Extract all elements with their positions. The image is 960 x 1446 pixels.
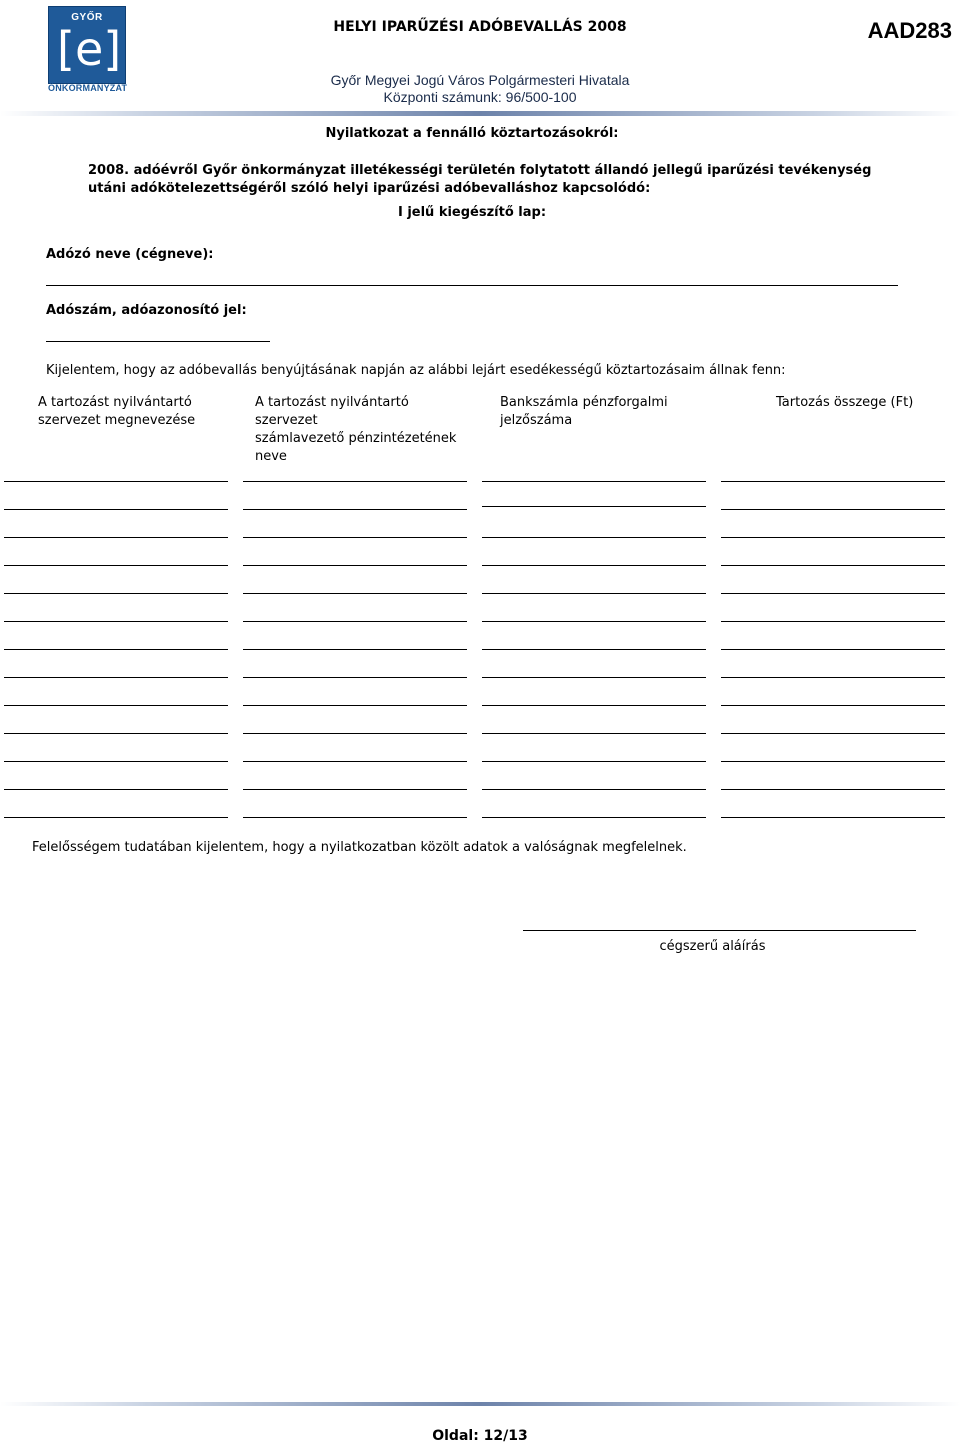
column-header-amount <box>776 394 956 412</box>
document-heading: Nyilatkozat a fennálló köztartozásokról: <box>325 126 619 141</box>
logo-bottom-text: ÖNKORMÁNYZAT <box>48 83 128 93</box>
debt-entry-line[interactable] <box>482 593 706 594</box>
debt-entry-line[interactable] <box>4 509 228 510</box>
debt-entry-line[interactable] <box>482 733 706 734</box>
office-name: Győr Megyei Jogú Város Polgármesteri Hivatala <box>330 72 630 88</box>
debt-entry-line[interactable] <box>243 509 467 510</box>
debt-entry-line[interactable] <box>4 481 228 482</box>
declaration-text: Kijelentem, hogy az adóbevallás benyújtásának napján az alábbi lejárt esedékességű köztartozásaim állnak fenn: <box>46 363 786 378</box>
header-divider <box>0 111 960 116</box>
debt-entry-line[interactable] <box>243 565 467 566</box>
column-header-line: A tartozást nyilvántartó szervezet <box>255 395 409 428</box>
central-number: Központi számunk: 96/500-100 <box>383 89 577 105</box>
debt-entry-line[interactable] <box>4 733 228 734</box>
debt-entry-line[interactable] <box>4 537 228 538</box>
form-title: HELYI IPARŰZÉSI ADÓBEVALLÁS 2008 <box>333 19 627 35</box>
tax-id-field[interactable] <box>46 341 270 342</box>
debt-entry-line[interactable] <box>482 506 706 507</box>
debt-entry-line[interactable] <box>243 537 467 538</box>
debt-entry-line[interactable] <box>482 677 706 678</box>
debt-entry-line[interactable] <box>721 649 945 650</box>
column-header-line: szervezet megnevezése <box>38 413 196 428</box>
debt-entry-line[interactable] <box>482 789 706 790</box>
responsibility-statement: Felelősségem tudatában kijelentem, hogy a nyilatkozatban közölt adatok a valóságnak megfelelnek. <box>32 840 687 855</box>
logo-top-text: GYŐR <box>71 12 103 23</box>
debt-entry-line[interactable] <box>4 649 228 650</box>
footer-divider <box>0 1402 960 1406</box>
column-header-bank-name <box>255 394 475 466</box>
debt-entry-line[interactable] <box>482 565 706 566</box>
debt-entry-line[interactable] <box>482 537 706 538</box>
intro-line-1: 2008. adóévről Győr önkormányzat illetékességi területén folytatott állandó jellegű iparűzési tevékenység <box>88 163 872 178</box>
signature-line[interactable] <box>523 930 916 931</box>
debt-entry-line[interactable] <box>243 733 467 734</box>
taxpayer-name-field[interactable] <box>46 285 898 286</box>
debt-entry-line[interactable] <box>721 733 945 734</box>
debt-entry-line[interactable] <box>482 649 706 650</box>
debt-entry-line[interactable] <box>482 481 706 482</box>
column-header-line: számlavezető pénzintézetének <box>255 431 457 446</box>
column-header-line: neve <box>255 449 287 464</box>
debt-entry-line[interactable] <box>482 705 706 706</box>
column-header-line: Bankszámla pénzforgalmi <box>500 395 668 410</box>
tax-id-label: Adószám, adóazonosító jel: <box>46 303 247 318</box>
debt-entry-line[interactable] <box>243 593 467 594</box>
debt-entry-line[interactable] <box>482 761 706 762</box>
debt-entry-line[interactable] <box>482 621 706 622</box>
column-header-account-number <box>500 394 700 430</box>
debt-entry-line[interactable] <box>721 789 945 790</box>
logo-letter: [e] <box>57 22 122 76</box>
debt-entry-line[interactable] <box>4 817 228 818</box>
debt-entry-line[interactable] <box>4 761 228 762</box>
debt-entry-line[interactable] <box>4 789 228 790</box>
form-code: AAD283 <box>867 18 952 43</box>
column-header-line: jelzőszáma <box>500 413 573 428</box>
debt-entry-line[interactable] <box>243 761 467 762</box>
column-header-organization <box>38 394 238 430</box>
debt-entry-line[interactable] <box>4 705 228 706</box>
debt-entry-line[interactable] <box>243 621 467 622</box>
debt-entry-line[interactable] <box>243 789 467 790</box>
debt-entry-line[interactable] <box>243 817 467 818</box>
page-number: Oldal: 12/13 <box>432 1428 528 1444</box>
column-header-line: Tartozás összege (Ft) <box>776 395 914 410</box>
signature-label: cégszerű aláírás <box>659 939 766 954</box>
debt-entry-line[interactable] <box>243 481 467 482</box>
debt-entry-line[interactable] <box>243 649 467 650</box>
debt-entry-line[interactable] <box>721 705 945 706</box>
debt-entry-line[interactable] <box>721 509 945 510</box>
debt-entry-line[interactable] <box>4 593 228 594</box>
debt-entry-line[interactable] <box>721 621 945 622</box>
taxpayer-name-label: Adózó neve (cégneve): <box>46 247 214 262</box>
debt-entry-line[interactable] <box>721 565 945 566</box>
debt-entry-line[interactable] <box>721 677 945 678</box>
debt-entry-line[interactable] <box>4 621 228 622</box>
column-header-line: A tartozást nyilvántartó <box>38 395 192 410</box>
debt-entry-line[interactable] <box>482 817 706 818</box>
debt-entry-line[interactable] <box>721 761 945 762</box>
intro-line-2: utáni adókötelezettségéről szóló helyi iparűzési adóbevalláshoz kapcsolódó: <box>88 181 651 196</box>
gyor-logo <box>48 6 126 84</box>
debt-entry-line[interactable] <box>721 537 945 538</box>
debt-entry-line[interactable] <box>4 677 228 678</box>
debt-entry-line[interactable] <box>243 677 467 678</box>
debt-entry-line[interactable] <box>721 593 945 594</box>
debt-entry-line[interactable] <box>721 817 945 818</box>
debt-entry-line[interactable] <box>4 565 228 566</box>
debt-entry-line[interactable] <box>243 705 467 706</box>
debt-entry-line[interactable] <box>721 481 945 482</box>
sheet-label: I jelű kiegészítő lap: <box>397 205 547 220</box>
